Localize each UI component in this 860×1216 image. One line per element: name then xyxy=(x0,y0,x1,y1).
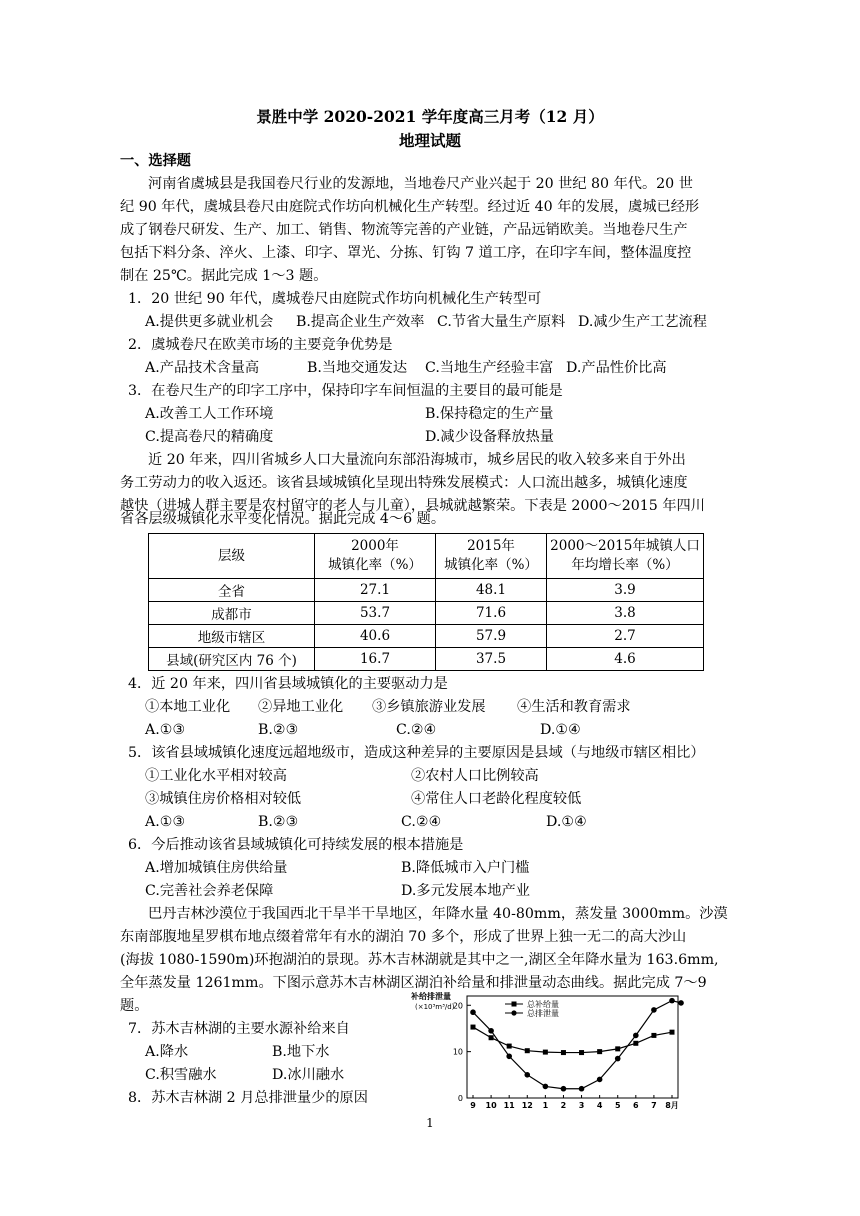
table-cell: 16.7 xyxy=(315,648,436,671)
q7-option-c: C.积雪融水 xyxy=(145,1067,217,1083)
q3-option-b: B.保持稳定的生产量 xyxy=(425,406,554,422)
data-point-circle xyxy=(543,1084,549,1090)
data-point-square xyxy=(579,1050,584,1055)
data-point-square xyxy=(489,1035,494,1040)
passage3-line: 巴丹吉林沙漠位于我国西北干旱半干旱地区，年降水量 40-80mm，蒸发量 3000mm。沙漠 xyxy=(148,906,728,922)
data-point-circle xyxy=(597,1077,603,1083)
q7-option-a: A.降水 xyxy=(145,1044,189,1060)
q5-option-c: C.②④ xyxy=(401,814,442,830)
data-point-square xyxy=(525,1048,530,1053)
table-header-row xyxy=(149,534,704,579)
table-row xyxy=(149,602,704,625)
q5-item-3: ③城镇住房价格相对较低 xyxy=(145,791,302,807)
series-line xyxy=(473,1001,681,1089)
q6-option-c: C.完善社会养老保障 xyxy=(145,883,274,899)
question-8-stem: 8．苏木吉林湖 2 月总排泄量少的原因 xyxy=(128,1090,368,1106)
x-tick-label: 9 xyxy=(470,1101,476,1110)
table-header-cell: 2000年 城镇化率（%） xyxy=(315,534,436,579)
table-header-cell: 层级 xyxy=(149,534,315,579)
series-line xyxy=(473,1027,672,1053)
table-cell: 成都市 xyxy=(149,602,315,625)
table-row xyxy=(149,625,704,648)
data-point-circle xyxy=(579,1086,585,1092)
q4-option-a: A.①③ xyxy=(145,722,186,738)
q4-item-3: ③乡镇旅游业发展 xyxy=(372,699,486,715)
section-heading: 一、选择题 xyxy=(120,153,191,169)
x-tick-label: 3 xyxy=(578,1101,585,1110)
q7-option-d: D.冰川融水 xyxy=(272,1067,345,1083)
data-point-circle xyxy=(615,1056,621,1062)
table-cell: 27.1 xyxy=(315,579,436,602)
q3-option-a: A.改善工人工作环境 xyxy=(145,406,274,422)
q4-item-2: ②异地工业化 xyxy=(258,699,344,715)
table-cell: 3.8 xyxy=(547,602,704,625)
table-cell: 57.9 xyxy=(436,625,547,648)
q4-option-b: B.②③ xyxy=(258,722,299,738)
q6-option-d: D.多元发展本地产业 xyxy=(401,883,530,899)
x-tick-label: 12 xyxy=(521,1101,533,1110)
x-tick-label: 7 xyxy=(651,1101,657,1110)
data-point-circle xyxy=(561,1086,567,1092)
data-point-square xyxy=(507,1044,512,1049)
table-cell: 地级市辖区 xyxy=(149,625,315,648)
y-tick-label: 0 xyxy=(457,1094,463,1103)
q1-option-a: A.提供更多就业机会 xyxy=(145,314,274,330)
passage3-line: (海拔 1080-1590m)环抱湖泊的景现。苏木吉林湖就是其中之一,湖区全年降水量为 163.6mm, xyxy=(120,952,719,968)
urbanization-table xyxy=(148,533,704,671)
data-point-square xyxy=(561,1050,566,1055)
q5-item-2: ②农村人口比例较高 xyxy=(411,768,539,784)
data-point-square xyxy=(597,1049,602,1054)
legend-marker xyxy=(512,1002,517,1007)
question-2-stem: 2．虞城卷尺在欧美市场的主要竞争优势是 xyxy=(128,337,393,353)
q6-option-b: B.降低城市入户门槛 xyxy=(401,860,530,876)
q5-item-1: ①工业化水平相对较高 xyxy=(145,768,287,784)
x-tick-label: 4 xyxy=(596,1101,603,1110)
q5-option-a: A.①③ xyxy=(145,814,186,830)
table-header-cell: 2000～2015年城镇人口 年均增长率（%） xyxy=(547,534,704,579)
table-cell: 48.1 xyxy=(436,579,547,602)
table-cell: 40.6 xyxy=(315,625,436,648)
data-point-square xyxy=(670,1030,675,1035)
passage1-line: 纪 90 年代，虞城县卷尺由庭院式作坊向机械化生产转型。经过近 40 年的发展，虞城已经形 xyxy=(120,199,700,215)
q5-option-b: B.②③ xyxy=(258,814,299,830)
q3-option-d: D.减少设备释放热量 xyxy=(425,429,554,445)
x-tick-label: 10 xyxy=(485,1101,497,1110)
passage2-line: 省各层级城镇化水平变化情况。据此完成 4～6 题。 xyxy=(120,511,446,527)
legend-marker xyxy=(511,1010,516,1015)
passage3-line: 东南部腹地星罗棋布地点缀着常年有水的湖泊 70 多个，形成了世界上独一无二的高大沙山 xyxy=(120,929,687,945)
lake-recharge-discharge-chart xyxy=(405,990,685,1114)
passage2-line: 越快（进城人群主要是农村留守的老人与儿童），县城就越繁荣。下表是 2000～2015 年四川 xyxy=(120,498,705,514)
q7-option-b: B.地下水 xyxy=(272,1044,330,1060)
table-cell: 4.6 xyxy=(547,648,704,671)
passage2-line: 务工劳动力的收入返还。该省县域城镇化呈现出特殊发展模式：人口流出越多，城镇化速度 xyxy=(120,475,688,491)
q4-item-1: ①本地工业化 xyxy=(145,699,231,715)
passage1-line: 成了钢卷尺研发、生产、加工、销售、物流等完善的产业链，产品远销欧美。当地卷尺生产 xyxy=(120,222,688,238)
passage3-line: 全年蒸发量 1261mm。下图示意苏木吉林湖区湖泊补给量和排泄量动态曲线。据此完成 7～9 xyxy=(120,975,707,991)
passage1-line: 制在 25℃。据此完成 1～3 题。 xyxy=(120,268,328,284)
passage1-line: 包括下料分条、淬火、上漆、印字、罩光、分拣、钉钩 7 道工序，在印字车间，整体温度控 xyxy=(120,245,692,261)
data-point-square xyxy=(651,1033,656,1038)
table-cell: 53.7 xyxy=(315,602,436,625)
table-row xyxy=(149,648,704,671)
table-header-cell: 2015年 城镇化率（%） xyxy=(436,534,547,579)
passage2-line: 近 20 年来，四川省城乡人口大量流向东部沿海城市，城乡居民的收入较多来自于外出 xyxy=(148,452,686,468)
x-tick-label: 8月 xyxy=(665,1101,679,1110)
y-tick-label: 10 xyxy=(452,1047,463,1057)
data-point-circle xyxy=(678,1000,684,1006)
data-point-square xyxy=(543,1050,548,1055)
x-tick-label: 1 xyxy=(542,1101,549,1110)
question-5-stem: 5．该省县域城镇化速度远超地级市，造成这种差异的主要原因是县域（与地级市辖区相比） xyxy=(128,745,705,761)
passage1-line: 河南省虞城县是我国卷尺行业的发源地，当地卷尺产业兴起于 20 世纪 80 年代。20 世 xyxy=(148,176,693,192)
q6-option-a: A.增加城镇住房供给量 xyxy=(145,860,288,876)
question-1-stem: 1．20 世纪 90 年代，虞城卷尺由庭院式作坊向机械化生产转型可 xyxy=(128,291,542,307)
legend-label: 总补给量 xyxy=(527,1000,559,1009)
passage3-line: 题。 xyxy=(120,998,149,1014)
x-tick-label: 6 xyxy=(633,1101,639,1110)
question-4-stem: 4．近 20 年来，四川省县域城镇化的主要驱动力是 xyxy=(128,676,448,692)
data-point-circle xyxy=(470,1009,476,1015)
y-tick-label: 20 xyxy=(452,1001,463,1011)
x-tick-label: 5 xyxy=(614,1101,621,1110)
q5-item-4: ④常住人口老龄化程度较低 xyxy=(411,791,582,807)
chart-ylabel: 补给排泄量 xyxy=(411,992,451,1001)
page-number: 1 xyxy=(426,1116,434,1130)
data-point-square xyxy=(471,1025,476,1030)
q2-option-d: D.产品性价比高 xyxy=(566,360,667,376)
question-7-stem: 7．苏木吉林湖的主要水源补给来自 xyxy=(128,1021,350,1037)
data-point-circle xyxy=(506,1053,512,1059)
data-point-circle xyxy=(488,1028,494,1034)
exam-subtitle: 地理试题 xyxy=(398,131,461,150)
x-tick-label: 2 xyxy=(560,1101,567,1110)
table-cell: 2.7 xyxy=(547,625,704,648)
table-row xyxy=(149,579,704,602)
x-tick-label: 11 xyxy=(503,1101,515,1110)
q5-option-d: D.①④ xyxy=(546,814,587,830)
q4-option-c: C.②④ xyxy=(396,722,437,738)
q4-option-d: D.①④ xyxy=(540,722,581,738)
table-cell: 县域(研究区内 76 个) xyxy=(149,648,315,671)
data-point-circle xyxy=(524,1072,530,1078)
table-cell: 3.9 xyxy=(547,579,704,602)
data-point-square xyxy=(615,1046,620,1051)
data-point-circle xyxy=(669,998,675,1004)
question-3-stem: 3．在卷尺生产的印字工序中，保持印字车间恒温的主要目的最可能是 xyxy=(128,383,563,399)
plot-frame xyxy=(467,996,678,1098)
data-point-circle xyxy=(651,1007,657,1013)
q1-option-c: C.节省大量生产原料 xyxy=(437,314,566,330)
table-cell: 全省 xyxy=(149,579,315,602)
q4-item-4: ④生活和教育需求 xyxy=(517,699,631,715)
q2-option-b: B.当地交通发达 xyxy=(307,360,408,376)
data-point-circle xyxy=(633,1033,639,1039)
data-point-square xyxy=(633,1041,638,1046)
table-cell: 71.6 xyxy=(436,602,547,625)
chart-yunit: (×10³m³/d) xyxy=(415,1003,455,1011)
question-6-stem: 6．今后推动该省县域城镇化可持续发展的根本措施是 xyxy=(128,837,464,853)
q2-option-a: A.产品技术含量高 xyxy=(145,360,260,376)
q1-option-b: B.提高企业生产效率 xyxy=(296,314,425,330)
legend-label: 总排泄量 xyxy=(527,1009,559,1018)
exam-title: 景胜中学 2020-2021 学年度高三月考（12 月） xyxy=(256,107,604,126)
q2-option-c: C.当地生产经验丰富 xyxy=(425,360,554,376)
table-cell: 37.5 xyxy=(436,648,547,671)
q1-option-d: D.减少生产工艺流程 xyxy=(578,314,707,330)
q3-option-c: C.提高卷尺的精确度 xyxy=(145,429,274,445)
